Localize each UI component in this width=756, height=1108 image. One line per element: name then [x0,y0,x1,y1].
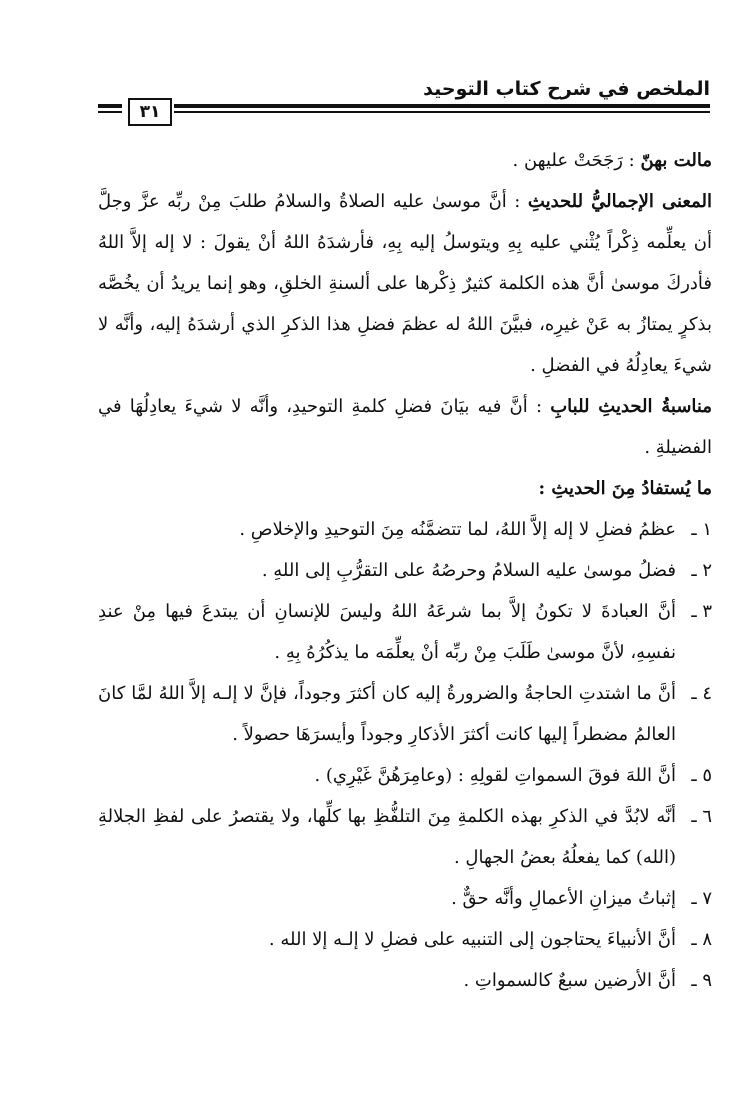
benefit-number: ٨ ـ [691,929,712,950]
benefit-text: إثباتُ ميزانِ الأعمالِ وأنَّه حقٌّ . [451,888,676,909]
page-number-dash [98,104,122,108]
benefit-number: ٥ ـ [691,765,712,786]
benefit-item [98,591,712,673]
benefit-text: أنَّ العبادةَ لا تكونُ إلاَّ بما شرعَهُ اللهُ وليسَ للإنسانِ أن يبتدعَ فيها مِنْ عندِ نفسِهِ، لأنَّ موسىٰ طَلَبَ مِنْ ربِّه أنْ يعلِّمَه ما يذكُرُهُ بِهِ . [98,601,676,663]
benefit-text: أنَّ ما اشتدتِ الحاجةُ والضرورةُ إليه كان أكثرَ وجوداً، فإنَّ لا إلـه إلاَّ اللهُ لمَّا كانَ العالمُ مضطراً إليها كانت أكثرَ الأذكارِ وجوداً وأيسرَهَا حصولاً . [98,683,676,745]
benefit-number: ٧ ـ [691,888,712,909]
benefit-item [98,509,712,550]
page-body [98,140,712,1001]
relevance-paragraph [98,386,712,468]
benefit-item [98,550,712,591]
benefit-item [98,878,712,919]
benefit-number: ٦ ـ [691,806,712,827]
benefit-item [98,673,712,755]
benefit-number: ٢ ـ [691,560,712,581]
page-header [98,78,710,124]
page-number: ٣١ [128,98,172,126]
relevance-text: : أنَّ فيه بيَانَ فضلِ كلمةِ التوحيدِ، وأنَّه لا شيءَ يعادِلُهَا في الفضيلةِ . [98,396,712,458]
gloss-term: مالت بهنّ [640,150,712,171]
benefit-item [98,755,712,796]
summary-heading: المعنى الإجماليُّ للحديثِ [527,191,712,212]
benefit-text: أنَّه لابُدَّ في الذكرِ بهذه الكلمةِ مِنَ التلفُّظِ بها كلِّها، ولا يقتصرُ على لفظِ الجلالةِ (الله) كما يفعلُهُ بعضُ الجهالِ . [98,806,676,868]
benefit-item [98,960,712,1001]
benefit-number: ٣ ـ [691,601,712,622]
benefit-item [98,919,712,960]
page-number-dash-thin [98,111,122,113]
benefit-text: أنَّ الأنبياءَ يحتاجون إلى التنبيه على فضلِ لا إلـه إلا الله . [268,929,676,950]
benefit-text: أنَّ الأرضين سبعٌ كالسمواتِ . [463,970,676,991]
benefit-number: ١ ـ [691,519,712,540]
summary-paragraph [98,181,712,386]
running-title: الملخص في شرح كتاب التوحيد [423,78,710,100]
benefit-item [98,796,712,878]
gloss-meaning: : رَجَحَتْ عليهن . [512,150,635,171]
benefit-text: فضلُ موسىٰ عليه السلامُ وحرصُهُ على التقرُّبِ إلى اللهِ . [261,560,676,581]
benefit-text: أنَّ اللهَ فوقَ السمواتِ لقولِهِ : (وعامِرَهُنَّ غَيْرِي) . [314,765,676,786]
relevance-heading: مناسبةُ الحديثِ للبابِ [550,396,712,417]
header-rule-thin [174,111,710,113]
word-gloss [98,140,712,181]
header-rule [174,104,710,108]
benefit-number: ٩ ـ [691,970,712,991]
summary-text: : أنَّ موسىٰ عليه الصلاةُ والسلامُ طلبَ مِنْ ربِّه عزَّ وجلَّ أن يعلِّمه ذِكْراً يُثْني عليه بِهِ ويتوسلُ إليه بِهِ، فأرشدَهُ اللهُ أنْ يقولَ : لا إله إلاَّ اللهُ فأدركَ موسىٰ أنَّ هذه الكلمة كثيرٌ ذِكْرها على ألسنةِ الخلقِ، وهو إنما يريدُ أن يخُصَّه بذكرٍ يمتازُ به عَنْ غيرِه، فبيَّنَ اللهُ له عظمَ فضلِ هذا الذكرِ الذي أرشدَهُ إليه، وأنَّه لا شيءَ يعادِلُهُ في الفضلِ . [98,191,712,376]
benefit-text: عظمُ فضلِ لا إله إلاَّ اللهُ، لما تتضمَّنُه مِنَ التوحيدِ والإخلاصِ . [239,519,676,540]
benefits-heading: ما يُستفادُ مِنَ الحديثِ : [538,478,712,499]
benefit-number: ٤ ـ [691,683,712,704]
